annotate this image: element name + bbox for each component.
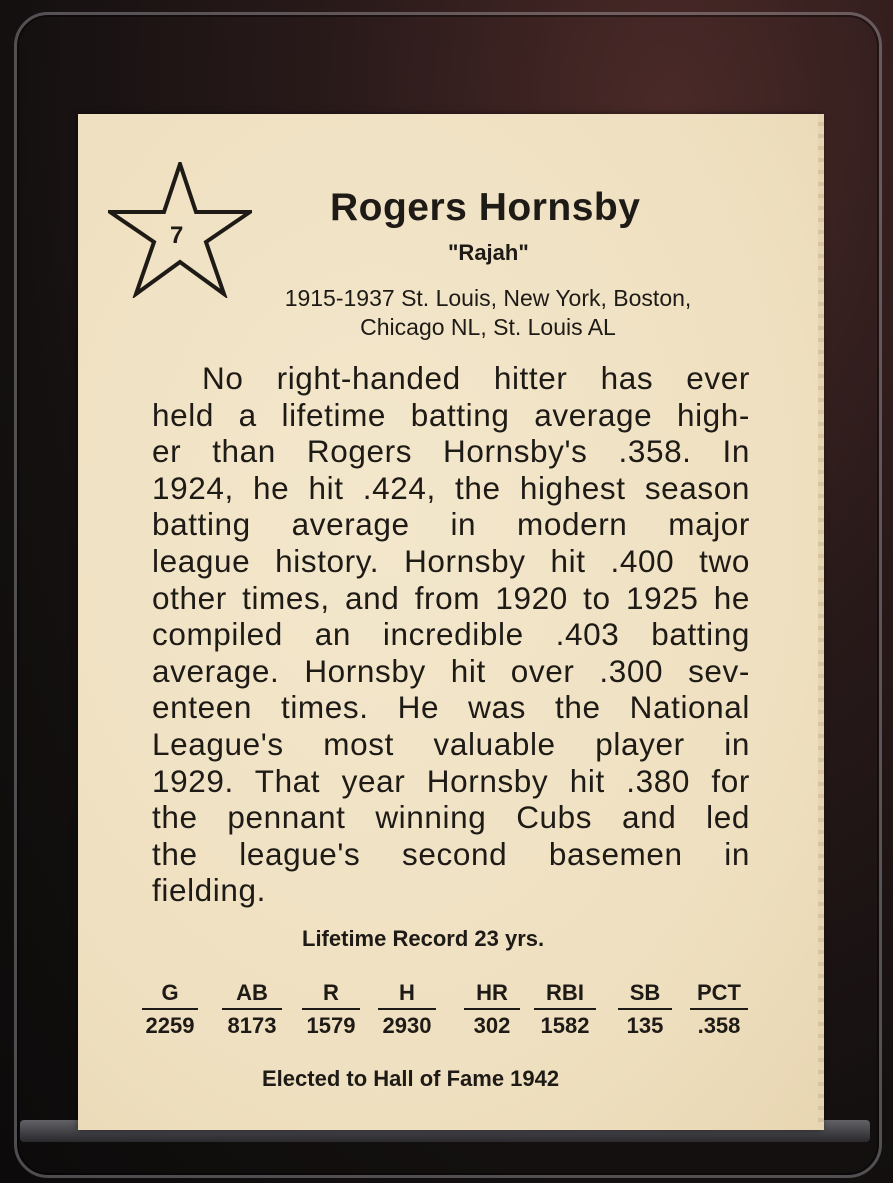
bio-line: er than Rogers Hornsby's .358. In: [152, 433, 750, 470]
bio-line: 1929. That year Hornsby hit .380 for: [152, 762, 750, 799]
card-number: 7: [170, 222, 184, 249]
stat-label: G: [142, 980, 198, 1010]
baseball-card-back: [78, 114, 822, 1130]
stat-r: [302, 980, 360, 1039]
card-edge: [818, 114, 824, 1130]
stat-h: [378, 980, 436, 1039]
stat-value: 135: [626, 1013, 664, 1038]
stats-table: [142, 980, 762, 1040]
bio-line: batting average in modern major: [152, 506, 750, 543]
bio-line: average. Hornsby hit over .300 sev-: [152, 652, 750, 689]
stat-value: 2930: [382, 1013, 432, 1038]
stat-value: 8173: [227, 1013, 277, 1038]
stat-value: 1582: [540, 1013, 590, 1038]
stat-value: 2259: [145, 1013, 195, 1038]
bio-line: No right-handed hitter has ever: [202, 360, 750, 396]
bio-line: the league's second basemen in: [152, 835, 750, 872]
stat-g: [142, 980, 198, 1039]
stat-label: AB: [222, 980, 282, 1010]
stat-value: .358: [697, 1013, 741, 1038]
stat-label: HR: [464, 980, 520, 1010]
bio-line: League's most valuable player in: [152, 725, 750, 762]
stat-label: RBI: [534, 980, 596, 1010]
player-name: Rogers Hornsby: [330, 186, 641, 229]
bio-line: other times, and from 1920 to 1925 he: [152, 579, 750, 616]
hall-of-fame-note: Elected to Hall of Fame 1942: [262, 1066, 560, 1091]
stat-label: H: [378, 980, 436, 1010]
stat-hr: [464, 980, 520, 1039]
bio-line: 1924, he hit .424, the highest season: [152, 469, 750, 506]
stat-label: SB: [618, 980, 672, 1010]
bio-line: the pennant winning Cubs and led: [152, 799, 750, 836]
bio-line: fielding.: [152, 872, 266, 909]
stat-value: 1579: [306, 1013, 356, 1038]
bio-line: enteen times. He was the National: [152, 689, 750, 726]
biography: [152, 360, 750, 909]
teams-line: Chicago NL, St. Louis AL: [360, 314, 616, 340]
bio-line: compiled an incredible .403 batting: [152, 616, 750, 653]
stat-value: 302: [473, 1013, 511, 1038]
stat-label: PCT: [690, 980, 748, 1010]
stat-ab: [222, 980, 282, 1039]
teams-line: 1915-1937 St. Louis, New York, Boston,: [284, 285, 692, 311]
stat-pct: [690, 980, 748, 1039]
bio-line: league history. Hornsby hit .400 two: [152, 542, 750, 579]
stat-label: R: [302, 980, 360, 1010]
lifetime-record-title: Lifetime Record 23 yrs.: [302, 926, 545, 951]
bio-line: held a lifetime batting average high-: [152, 396, 750, 433]
career-teams: [228, 284, 748, 342]
stat-sb: [618, 980, 672, 1039]
stat-rbi: [534, 980, 596, 1039]
player-nickname: "Rajah": [448, 240, 529, 265]
